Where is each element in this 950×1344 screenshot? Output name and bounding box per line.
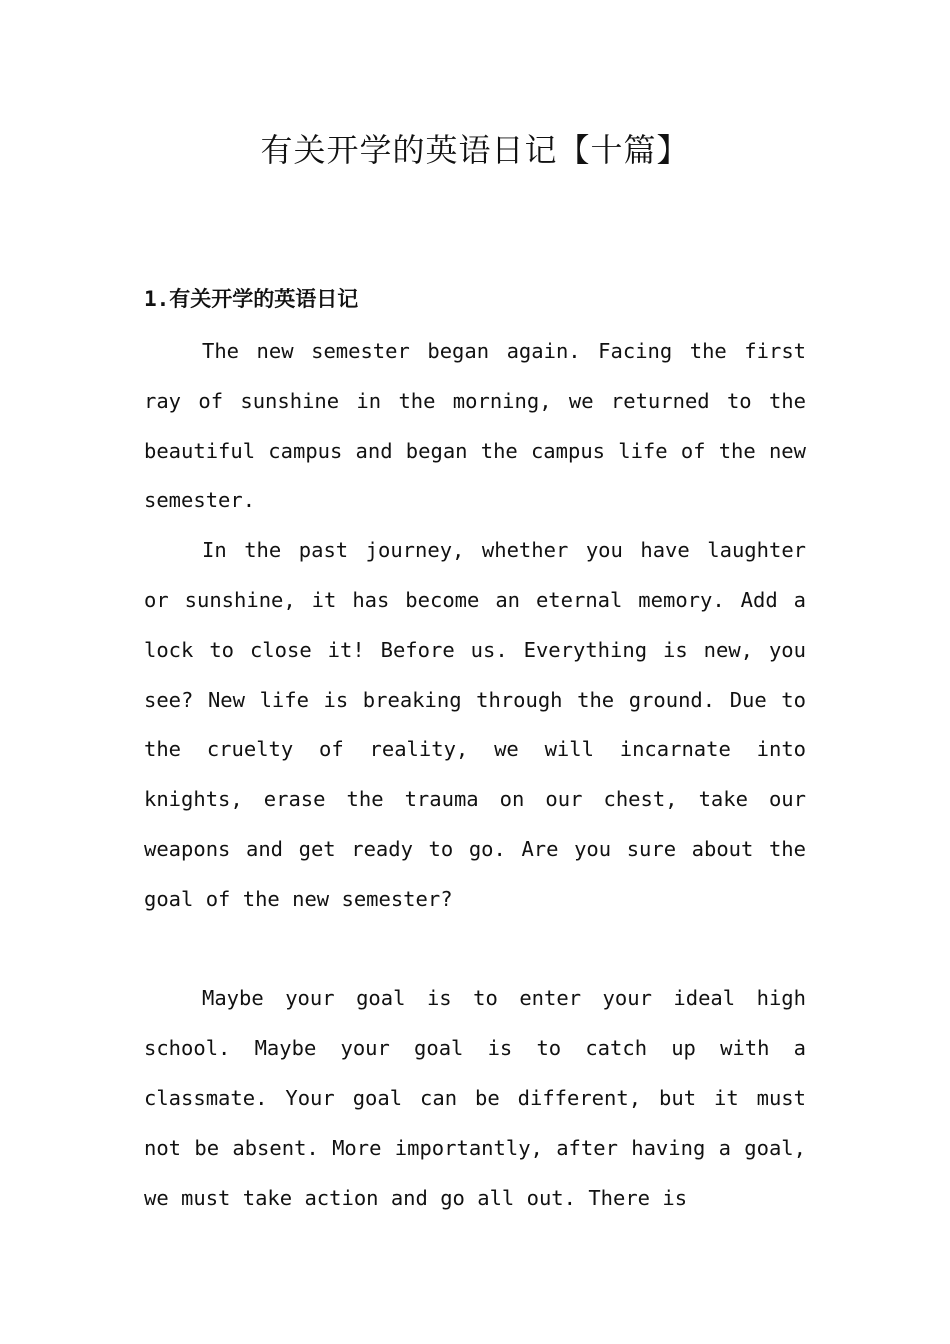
paragraph-1: The new semester began again. Facing the first ray of sunshine in the morning, we returned to the beautiful campus and began the campus life of the new semester. <box>144 339 806 513</box>
document-title: 有关开学的英语日记【十篇】 <box>260 131 690 169</box>
section-heading: 1.有关开学的英语日记 <box>144 287 359 311</box>
document-body <box>144 327 806 1223</box>
paragraph-3: Maybe your goal is to enter your ideal high school. Maybe your goal is to catch up with a classmate. Your goal can be different, but it must not be absent. More importantly, after having a goal, we must take action and go all out. There is <box>144 986 806 1210</box>
paragraph-2: In the past journey, whether you have laughter or sunshine, it has become an eternal memory. Add a lock to close it! Before us. Everything is new, you see? New life is breaking through the ground. Due to the cruelty of reality, we will incarnate into knights, erase the trauma on our chest, take our weapons and get ready to go. Are you sure about the goal of the new semester? <box>144 538 806 911</box>
